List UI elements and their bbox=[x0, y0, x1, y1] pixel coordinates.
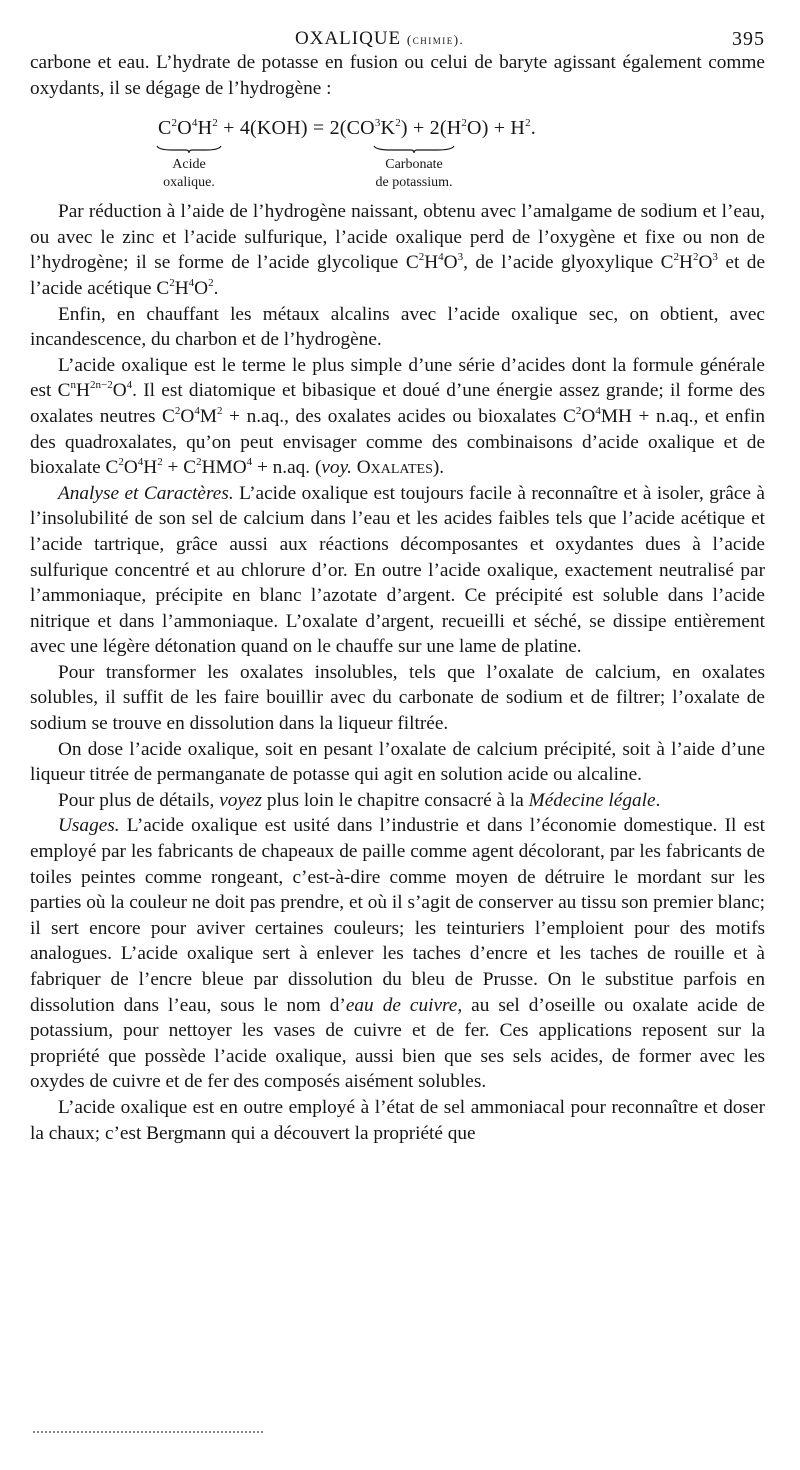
paragraph-dose: On dose l’acide oxalique, soit en pesant l’oxalate de calcium précipité, soit à l’aide d’une liqueur titrée de permanganate de potasse qui agit en solution acide ou alcaline. bbox=[30, 738, 765, 786]
paragraph-transformer: Pour transformer les oxalates insolubles, tels que l’oxalate de calcium, en oxalates solubles, il suffit de les faire bouillir avec du carbonate de sodium et de filtrer; l’oxalate de sodium se trouve en dissolution dans la liqueur filtrée. bbox=[30, 661, 765, 735]
running-header bbox=[30, 22, 765, 50]
paragraph-intro: carbone et eau. L’hydrate de potasse en fusion ou celui de baryte agissant également comme oxydants, il se dégage de l’hydrogène : bbox=[30, 52, 765, 99]
section-heading-usages: Usages. bbox=[58, 815, 120, 837]
section-heading-analyse: Analyse et Caractères. bbox=[58, 482, 234, 504]
label-acide-oxalique: Acide oxalique. bbox=[163, 157, 215, 191]
paragraph-enfin: Enfin, en chauffant les métaux alcalins avec l’acide oxalique sec, on obtient, avec incandescence, du charbon et de l’hydrogène. bbox=[30, 303, 765, 351]
underbrace-left bbox=[156, 145, 222, 153]
running-title: OXALIQUE (chimie). bbox=[295, 28, 465, 49]
running-title-subject: (chimie). bbox=[406, 32, 465, 47]
paragraph-analyse: Analyse et Caractères. L’acide oxalique est toujours facile à reconnaître et à isoler, grâce à l’insolubilité de son sel de calcium dans l’eau et les acides faibles tels que l’acide acétique et l’acide tartrique, grâce aussi aux réactions décomposantes et oxydantes dues à l’acide sulfurique concentré et au chlorure d’or. En outre l’acide oxalique, exactement neutralisé par l’ammoniaque, précipite en blanc l’azotate d’argent. Ce précipité est soluble dans l’acide nitrique et dans l’ammoniaque. L’oxalate d’argent, recueilli et séché, se dissipe entièrement avec une légère détonation quand on le chauffe sur une lame de platine. bbox=[30, 482, 765, 658]
footer-rule bbox=[33, 1431, 263, 1433]
paragraph-ammoniacal: L’acide oxalique est en outre employé à l’état de sel ammoniacal pour reconnaître et doser la chaux; c’est Bergmann qui a découvert la propriété que bbox=[30, 1096, 765, 1144]
crossref-medecine-legale: Médecine légale bbox=[528, 789, 656, 811]
page-number: 395 bbox=[732, 28, 765, 50]
underbrace-right bbox=[373, 145, 455, 153]
paragraph-reduction: Par réduction à l’aide de l’hydrogène naissant, obtenu avec l’amalgame de sodium et l’eau, ou avec le zinc et l’acide sulfurique, l’acide oxalique perd de l’oxygène et fixe ou non de l’hydrogène; il se forme de l’acide glycolique $C^2H^4O^3$, de l’acide glyoxylique $C^2H^2O^3$ et de l’acide acétique $C^2H^4O^2$. bbox=[30, 201, 765, 299]
label-carbonate-potassium: Carbonate de potassium. bbox=[375, 157, 453, 191]
page bbox=[30, 22, 765, 1146]
paragraph-usages: Usages. L’acide oxalique est usité dans l’industrie et dans l’économie domestique. Il est employé par les fabricants de chapeaux de paille comme agent décolorant, par les fabricants de toiles peintes comme rongeant, c’est-à-dire comme moyen de détruire le mordant sur les parties où la couleur ne doit pas prendre, et où il s’agit de conserver au tissu son premier blanc; il sert encore pour aviver certaines couleurs; les teinturiers l’emploient pour des motifs analogues. L’acide oxalique sert à enlever les taches d’encre et les taches de rouille et à fabriquer de l’encre bleue par dissolution du bleu de Prusse. On le substitue parfois en dissolution dans l’eau, sous le nom d’eau de cuivre, au sel d’oseille ou oxalate acide de potassium, pour nettoyer les vases de cuivre et de fer. Ces applications reposent sur la propriété que possède l’acide oxalique, aussi bien que ses sels acides, de former avec les oxydes de cuivre et de fer des composés aisément solubles. bbox=[30, 815, 765, 1093]
crossref-oxalates: Oxalates bbox=[356, 457, 433, 479]
chemical-equation bbox=[30, 101, 765, 199]
paragraph-details: Pour plus de détails, voyez plus loin le chapitre consacré à la Médecine légale. bbox=[58, 789, 661, 811]
paragraph-serie: L’acide oxalique est le terme le plus simple d’une série d’acides dont la formule générale est $C^nH^{2n-2}O^4$. Il est diatomique et bibasique et doué d’une énergie assez grande; il forme des oxalates neutres $C^2O^4M^2 + n.aq$., des oxalates acides ou bioxalates $C^2O^4MH + n.aq$., et enfin des quadroxalates, qu’on peut envisager comme des combinaisons d’acide oxalique et de bioxalate $C^2O^4H^2 + C^2HMO^4 + n.aq$. (voy. Oxalates). bbox=[30, 354, 765, 479]
equation-line: $C^2O^4H^2 + 4(KOH) = 2(CO^3K^2) + 2(H^2O) + H^2$. bbox=[158, 117, 536, 140]
